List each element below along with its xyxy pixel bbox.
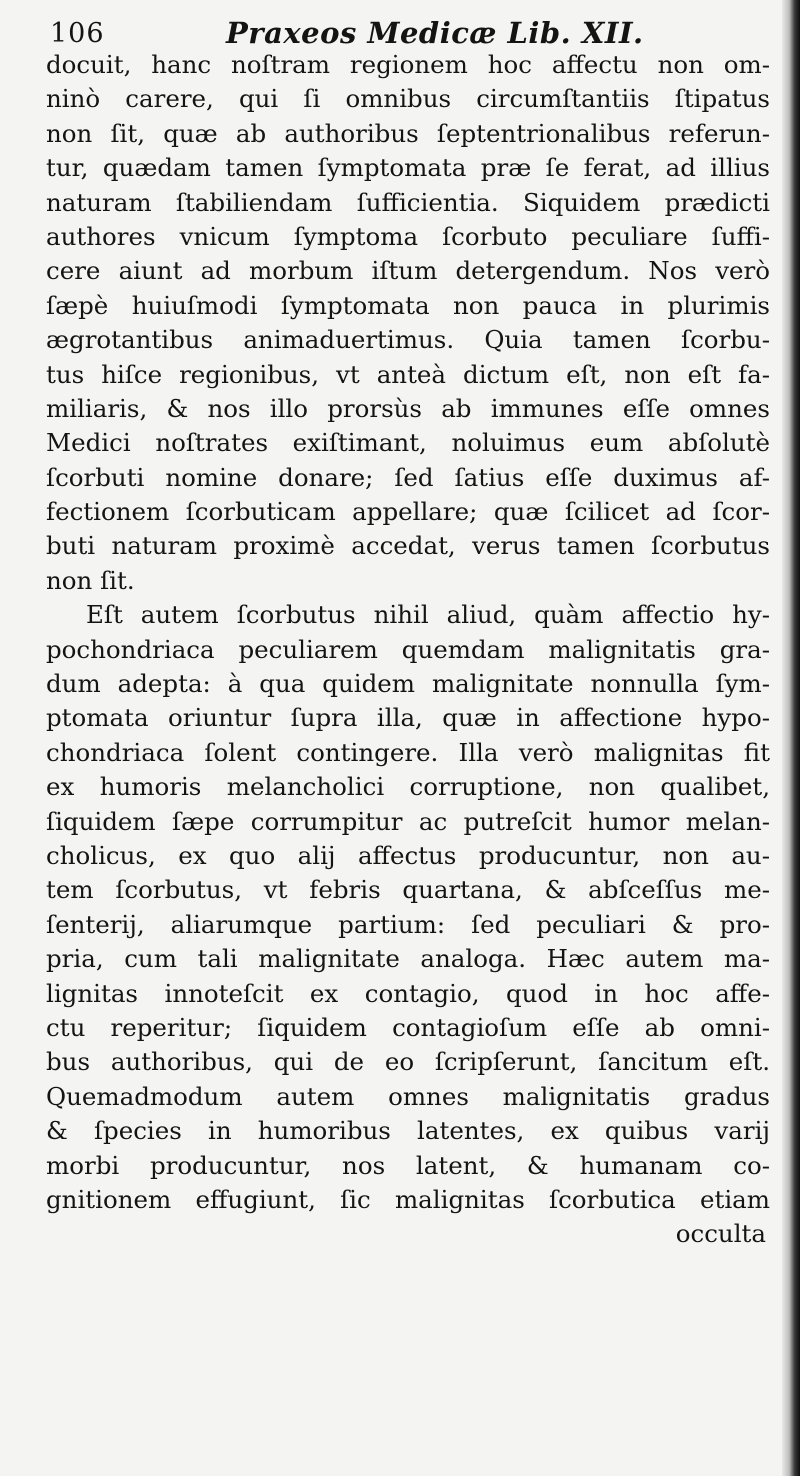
text-line: morbi producuntur, nos latent, & humanam co- — [46, 1150, 770, 1180]
text-line: non ſit, quæ ab authoribus ſeptentrionalibus referun- — [46, 118, 770, 148]
text-line: Medici noſtrates exiſtimant, noluimus eum abſolutè — [46, 428, 770, 458]
text-line: pochondriaca peculiarem quemdam malignitatis gra- — [46, 634, 770, 664]
page-number: 106 — [50, 18, 105, 49]
text-line: gnitionem effugiunt, ſic malignitas ſcorbutica etiam — [46, 1184, 770, 1214]
text-line: ſiquidem ſæpe corrumpitur ac putreſcit humor melan- — [46, 806, 770, 836]
text-line: cholicus, ex quo alij affectus producuntur, non au- — [46, 840, 770, 870]
text-line: dum adepta: à qua quidem malignitate nonnulla ſym- — [46, 669, 770, 699]
body-text — [46, 48, 770, 1252]
text-line: non ſit. — [46, 565, 135, 595]
text-line: docuit, hanc noſtram regionem hoc affectu non om- — [46, 50, 770, 79]
text-line: tur, quædam tamen ſymptomata præ ſe ferat, ad illius — [46, 153, 770, 183]
text-line: ptomata oriuntur ſupra illa, quæ in affectione hypo- — [46, 703, 770, 733]
page-edge-shadow — [782, 0, 800, 1476]
text-line: bus authoribus, qui de eo ſcripſerunt, ſancitum eſt. — [46, 1047, 770, 1077]
text-line: tem ſcorbutus, vt febris quartana, & abſceſſus me- — [46, 875, 770, 905]
text-line: miliaris, & nos illo prorsùs ab immunes eſſe omnes — [46, 393, 770, 423]
text-line: pria, cum tali malignitate analoga. Hæc autem ma- — [46, 944, 770, 974]
text-line: buti naturam proximè accedat, verus tamen ſcorbutus — [46, 531, 770, 561]
running-head: Praxeos Medicæ Lib. XII. — [226, 16, 644, 50]
text-line: ægrotantibus animaduertimus. Quia tamen ſcorbu- — [46, 325, 770, 355]
text-line: ſenterij, aliarumque partium: ſed peculiari & pro- — [46, 909, 770, 939]
text-line: ex humoris melancholici corruptione, non qualibet, — [46, 772, 770, 802]
text-line: ſcorbuti nomine donare; ſed ſatius eſſe duximus af- — [46, 462, 770, 492]
text-line: ctu reperitur; ſiquidem contagioſum eſſe ab omni- — [46, 1012, 770, 1042]
catchword: occulta — [675, 1219, 766, 1249]
text-line: ninò carere, qui ſi omnibus circumſtantiis ſtipatus — [46, 84, 770, 114]
text-line: tus hiſce regionibus, vt anteà dictum eſt, non eſt fa- — [46, 359, 770, 389]
text-line: cere aiunt ad morbum iſtum detergendum. Nos verò — [46, 256, 770, 286]
text-line: fectionem ſcorbuticam appellare; quæ ſcilicet ad ſcor- — [46, 497, 770, 527]
text-line: chondriaca ſolent contingere. Illa verò malignitas fit — [46, 737, 770, 767]
text-line: naturam ſtabiliendam ſufficientia. Siquidem prædicti — [46, 187, 770, 217]
text-line: Quemadmodum autem omnes malignitatis gradus — [46, 1081, 770, 1111]
text-line: lignitas innoteſcit ex contagio, quod in hoc affe- — [46, 978, 770, 1008]
text-line: authores vnicum ſymptoma ſcorbuto peculiare ſuffi- — [46, 221, 770, 251]
text-line: & ſpecies in humoribus latentes, ex quibus varij — [46, 1116, 770, 1146]
paragraph-start-line: Eſt autem ſcorbutus nihil aliud, quàm affectio hy- — [86, 600, 770, 630]
text-line: ſæpè huiuſmodi ſymptomata non pauca in plurimis — [46, 290, 770, 320]
